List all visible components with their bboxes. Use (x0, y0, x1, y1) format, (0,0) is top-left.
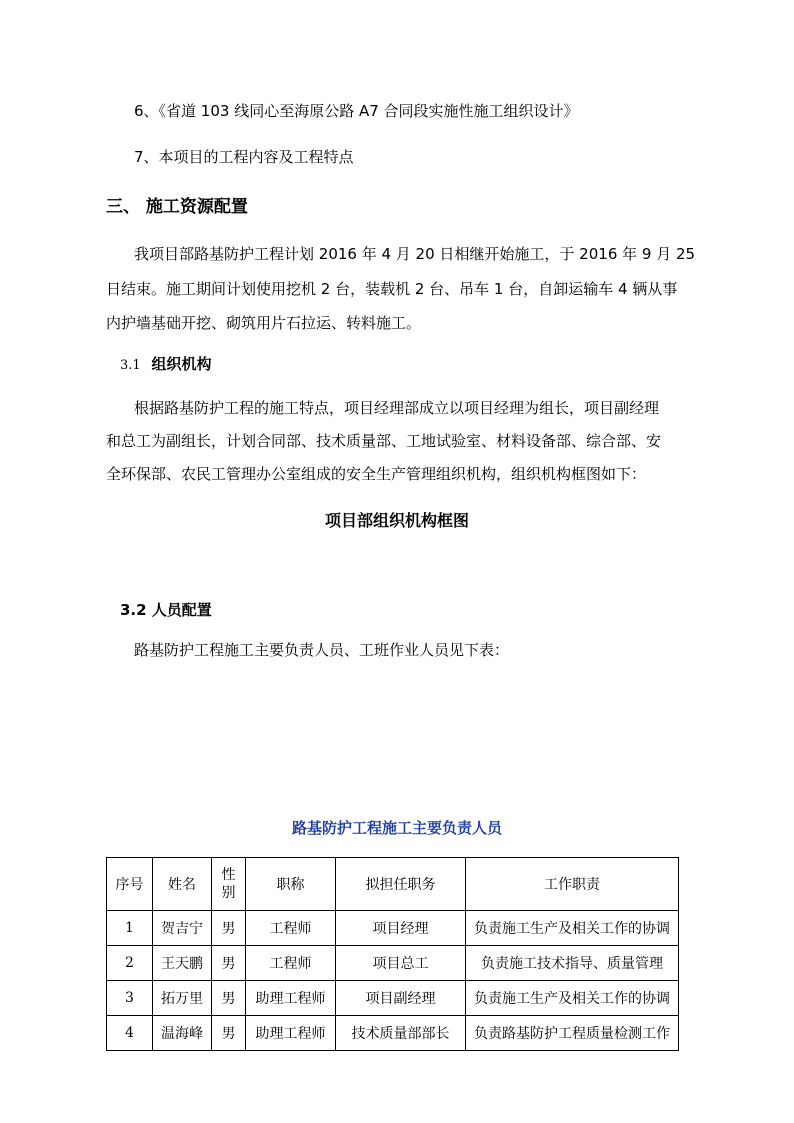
header-cell: 职称 (246, 858, 336, 911)
paragraph-line: 路基防护工程施工主要负责人员、工班作业人员见下表： (134, 641, 510, 659)
table-cell: 负责施工生产及相关工作的协调 (466, 981, 679, 1016)
table-cell: 工程师 (246, 946, 336, 981)
table-cell: 1 (107, 911, 153, 946)
subsection-heading-3-1 (120, 354, 211, 376)
table-row (107, 911, 679, 946)
table-cell: 男 (212, 1016, 246, 1051)
table-cell: 男 (212, 981, 246, 1016)
table-cell: 项目经理 (336, 911, 466, 946)
table-cell: 项目副经理 (336, 981, 466, 1016)
table-cell: 负责施工技术指导、质量管理 (466, 946, 679, 981)
subsection-heading-3-2: 3.2 人员配置 (120, 601, 212, 619)
paragraph-line: 和总工为副组长，计划合同部、技术质量部、工地试验室、材料设备部、综合部、安 (106, 432, 662, 450)
subsection-title: 组织机构 (151, 355, 212, 373)
table-row (107, 1016, 679, 1051)
list-item-6: 6、《省道 103 线同心至海原公路 A7 合同段实施性施工组织设计》 (134, 102, 579, 120)
table-cell: 男 (212, 911, 246, 946)
table-cell: 温海峰 (153, 1016, 212, 1051)
paragraph-line: 内护墙基础开挖、砌筑用片石拉运、转料施工。 (106, 314, 422, 332)
section-heading: 三、 施工资源配置 (106, 197, 248, 217)
table-cell: 拓万里 (153, 981, 212, 1016)
table-cell: 负责施工生产及相关工作的协调 (466, 911, 679, 946)
table-cell: 负责路基防护工程质量检测工作 (466, 1016, 679, 1051)
table-cell: 助理工程师 (246, 981, 336, 1016)
table-header-row (107, 858, 679, 911)
paragraph-line: 我项目部路基防护工程计划 2016 年 4 月 20 日相继开始施工，于 2016 年 9 月 25 (134, 245, 696, 263)
table-cell: 王天鹏 (153, 946, 212, 981)
table-cell: 贺吉宁 (153, 911, 212, 946)
table-title: 路基防护工程施工主要负责人员 (291, 819, 502, 837)
subsection-number: 3.1 (120, 358, 141, 373)
staff-table (106, 857, 679, 1051)
list-item-7: 7、本项目的工程内容及工程特点 (134, 148, 354, 166)
header-cell: 姓名 (153, 858, 212, 911)
table-cell: 2 (107, 946, 153, 981)
table-cell: 工程师 (246, 911, 336, 946)
table-row (107, 981, 679, 1016)
header-cell: 序号 (107, 858, 153, 911)
table-cell: 3 (107, 981, 153, 1016)
paragraph-line: 全环保部、农民工管理办公室组成的安全生产管理组织机构，组织机构框图如下： (106, 465, 647, 483)
table-cell: 助理工程师 (246, 1016, 336, 1051)
header-cell: 工作职责 (466, 858, 679, 911)
paragraph-line: 根据路基防护工程的施工特点，项目经理部成立以项目经理为组长，项目副经理 (134, 399, 660, 417)
table-cell: 4 (107, 1016, 153, 1051)
table-cell: 项目总工 (336, 946, 466, 981)
header-cell: 性 别 (212, 858, 246, 911)
header-cell: 拟担任职务 (336, 858, 466, 911)
table-row (107, 946, 679, 981)
paragraph-line: 日结束。施工期间计划使用挖机 2 台，装载机 2 台、吊车 1 台，自卸运输车 4 辆从事 (106, 280, 678, 298)
org-chart-title: 项目部组织机构框图 (324, 511, 469, 530)
table-cell: 技术质量部部长 (336, 1016, 466, 1051)
table-cell: 男 (212, 946, 246, 981)
